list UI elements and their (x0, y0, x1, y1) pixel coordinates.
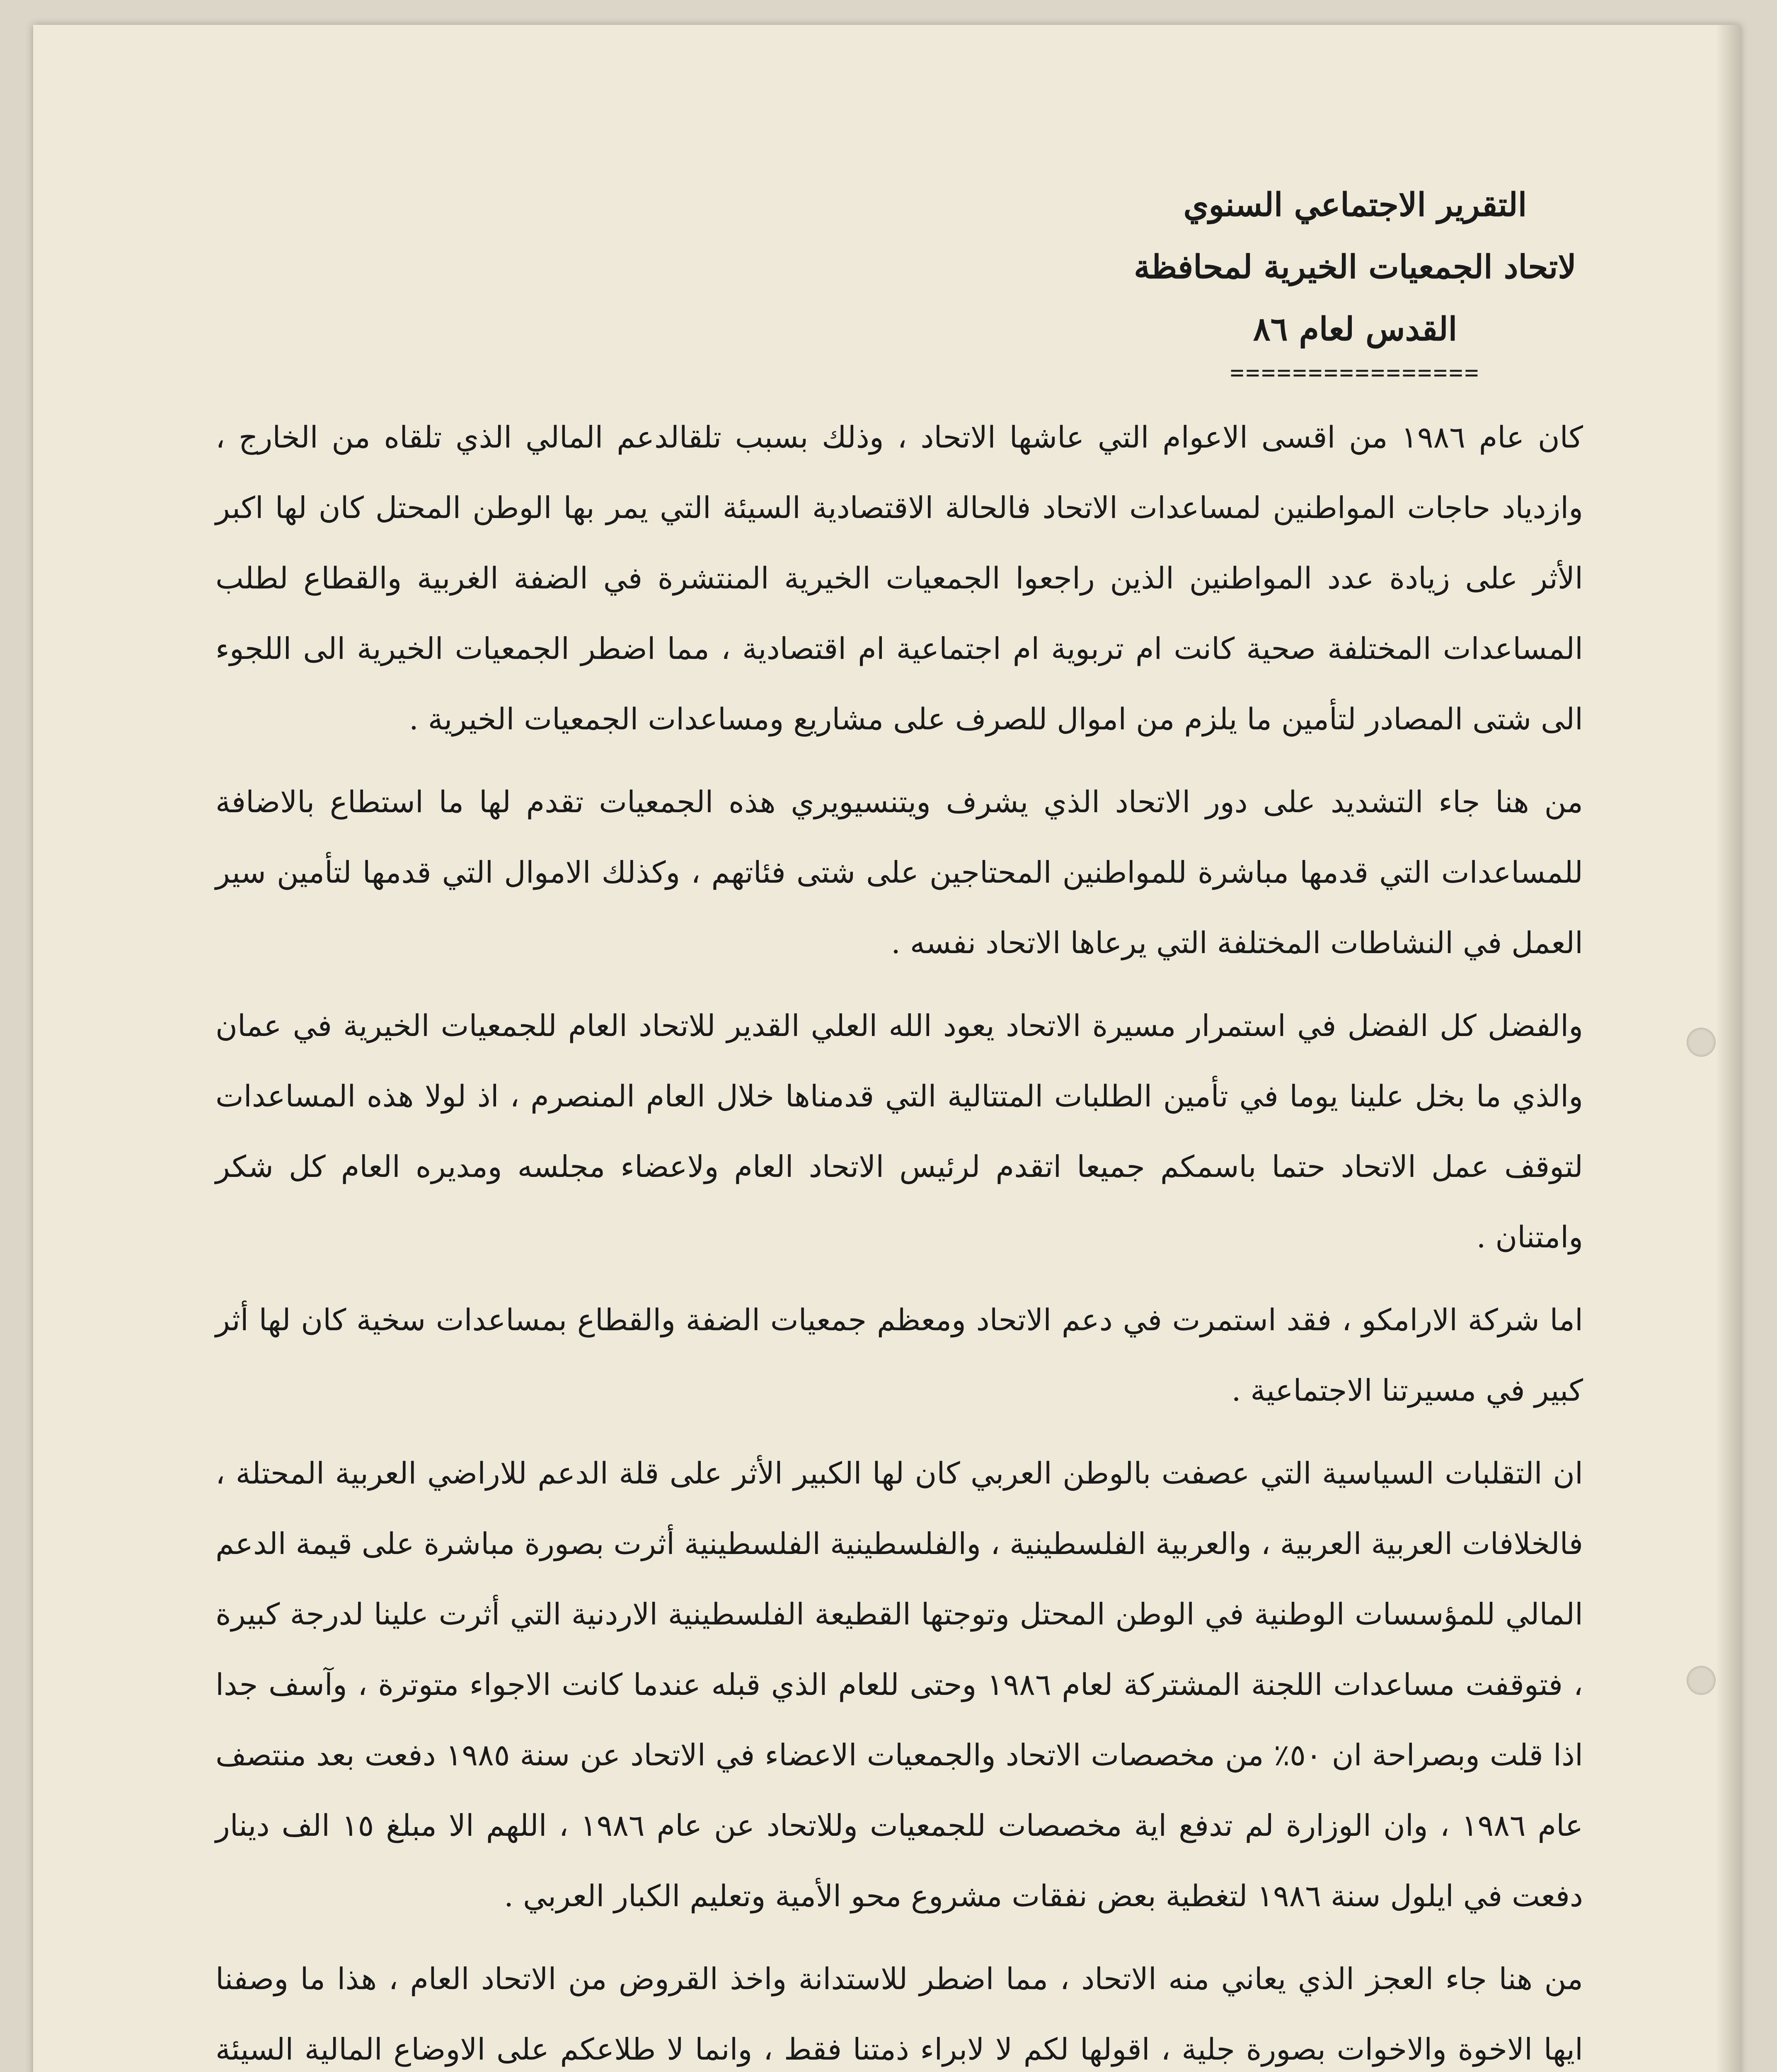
paragraph-5: ان التقلبات السياسية التي عصفت بالوطن العربي كان لها الكبير الأثر على قلة الدعم للاراضي العربية المحتلة ، فالخلافات العربية العربية ، والعربية الفلسطينية ، والفلسطينية الفلسطينية أثرت بصورة مباشرة على قيمة الدعم المالي للمؤسسات الوطنية في الوطن المحتل وتوجتها القطيعة الفلسطينية الاردنية التي أثرت علينا لدرجة كبيرة ، فتوقفت مساعدات اللجنة المشتركة لعام ١٩٨٦ وحتى للعام الذي قبله عندما كانت الاجواء متوترة ، وآسف جدا اذا قلت وبصراحة ان ٥٠٪ من مخصصات الاتحاد والجمعيات الاعضاء في الاتحاد عن سنة ١٩٨٥ دفعت بعد منتصف عام ١٩٨٦ ، وان الوزارة لم تدفع اية مخصصات للجمعيات وللاتحاد عن عام ١٩٨٦ ، اللهم الا مبلغ ١٥ الف دينار دفعت في ايلول سنة ١٩٨٦ لتغطية بعض نفقات مشروع محو الأمية وتعليم الكبار العربي . (215, 1456, 1583, 1913)
title-underline: ================ (1230, 359, 1480, 386)
paragraph-3: والفضل كل الفضل في استمرار مسيرة الاتحاد يعود الله العلي القدير للاتحاد العام للجمعيات الخيرية في عمان والذي ما بخل علينا يوما في تأمين الطلبات المتتالية التي قدمناها خلال العام المنصرم ، اذ لولا هذه المساعدات لتوقف عمل الاتحاد حتما باسمكم جميعا اتقدم لرئيس الاتحاد العام ولاعضاء مجلسه ومديره العام كل شكر وامتنان . (215, 1008, 1583, 1254)
title-line-2: لاتحاد الجمعيات الخيرية لمحافظة (1134, 248, 1576, 286)
title-line-3: القدس لعام ٨٦ (1253, 310, 1457, 348)
document-title (671, 174, 1741, 385)
paragraph-6: من هنا جاء العجز الذي يعاني منه الاتحاد ، مما اضطر للاستدانة واخذ القروض من الاتحاد العام ، هذا ما وصفنا ايها الاخوة والاخوات بصورة جلية ، اقولها لكم لا لابراء ذمتنا فقط ، وانما لا طلاعكم على الاوضاع المالية السيئة (215, 1961, 1583, 2067)
paragraph-2: من هنا جاء التشديد على دور الاتحاد الذي يشرف ويتنسيويري هذه الجمعيات تقدم لها ما استطاع بالاضافة للمساعدات التي قدمها مباشرة للمواطنين المحتاجين على شتى فئاتهم ، وكذلك الاموال التي قدمها لتأمين سير العمل في النشاطات المختلفة التي يرعاها الاتحاد نفسه . (215, 784, 1583, 960)
paragraph-4: اما شركة الارامكو ، فقد استمرت في دعم الاتحاد ومعظم جمعيات الضفة والقطاع بمساعدات سخية كان لها أثر كبير في مسيرتنا الاجتماعية . (215, 1302, 1583, 1408)
paragraph-1: كان عام ١٩٨٦ من اقسى الاعوام التي عاشها الاتحاد ، وذلك بسبب تلقالدعم المالي الذي تلقاه من الخارج ، وازدياد حاجات المواطنين لمساعدات الاتحاد فالحالة الاقتصادية السيئة التي يمر بها الوطن المحتل كان لها اكبر الأثر على زيادة عدد المواطنين الذين راجعوا الجمعيات الخيرية المنتشرة في الضفة الغربية والقطاع لطلب المساعدات المختلفة صحية كانت ام تربوية ام اجتماعية ام اقتصادية ، مما اضطر الجمعيات الخيرية الى اللجوء الى شتى المصادر لتأمين ما يلزم من اموال للصرف على مشاريع ومساعدات الجمعيات الخيرية . (215, 420, 1583, 736)
document-body (215, 174, 1583, 2072)
document-page (33, 25, 1741, 2072)
punch-hole-bottom (1687, 1666, 1716, 1695)
title-line-1: التقرير الاجتماعي السنوي (1183, 186, 1527, 224)
punch-hole-top (1687, 1028, 1716, 1057)
